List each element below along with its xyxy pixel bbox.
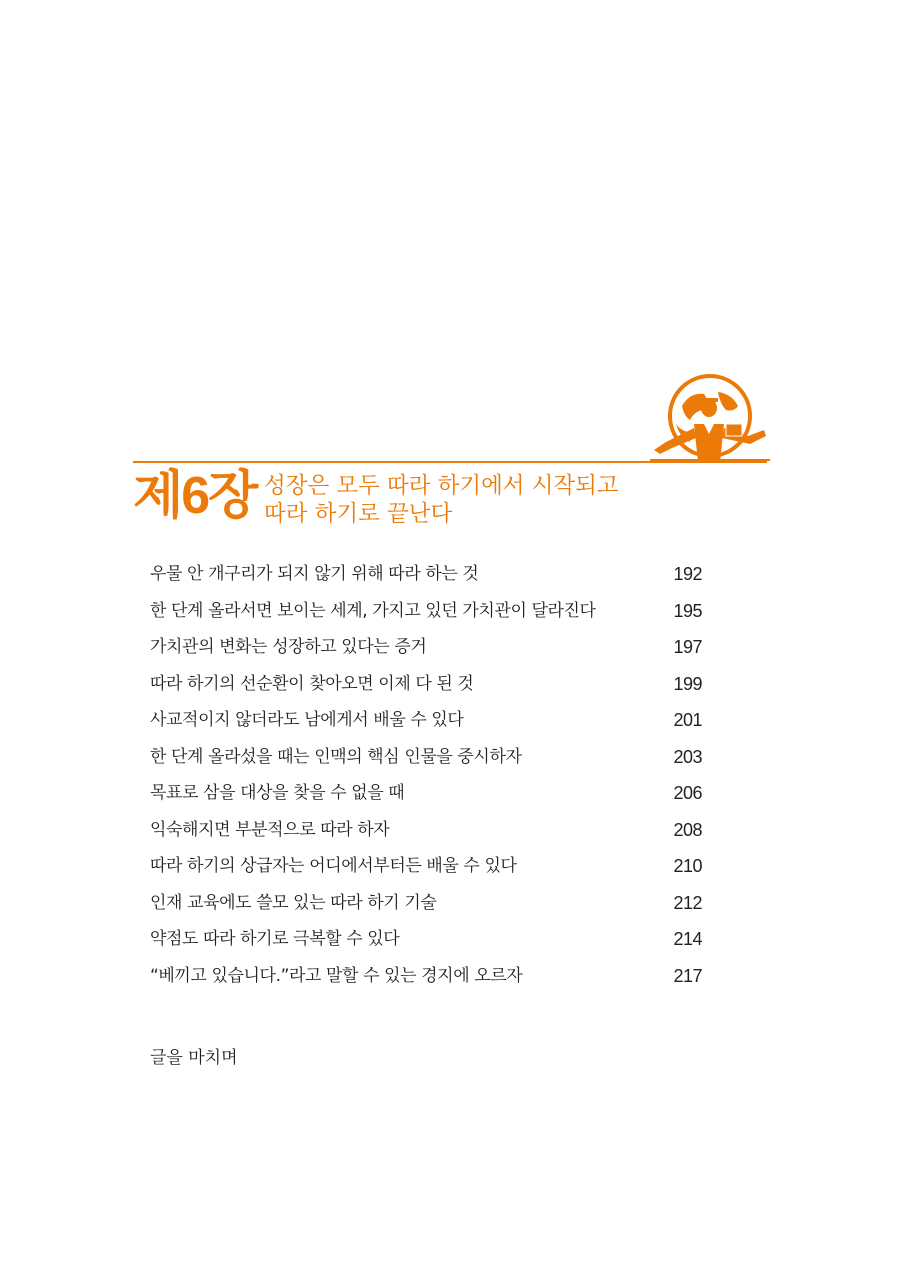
toc-entry-page: 192 <box>673 564 702 584</box>
toc-entry-title: 약점도 따라 하기로 극복할 수 있다 <box>150 929 400 949</box>
toc-entry-page: 195 <box>673 600 702 621</box>
toc-entry-title: 따라 하기의 선순환이 찾아오면 이제 다 된 것 <box>150 673 474 694</box>
toc-entry-page: 203 <box>673 746 702 767</box>
toc-entry[interactable] <box>150 958 710 995</box>
toc-entry-title: 사교적이지 않더라도 남에게서 배울 수 있다 <box>150 710 464 730</box>
chapter-number: 제6장 <box>133 467 257 525</box>
closing-remarks-entry[interactable]: 글을 마치며 <box>150 1048 238 1068</box>
toc-entry-page: 197 <box>673 637 702 657</box>
toc-entry[interactable] <box>150 775 710 812</box>
toc-entry-page: 208 <box>673 819 702 840</box>
toc-entry-page: 217 <box>673 965 702 986</box>
toc-entry-title: 익숙해지면 부분적으로 따라 하자 <box>150 819 390 840</box>
toc-entry-title: “베끼고 있습니다.”라고 말할 수 있는 경지에 오르자 <box>150 965 523 986</box>
toc-entry[interactable] <box>150 666 710 703</box>
toc-entry[interactable] <box>150 702 710 739</box>
toc-entry-page: 212 <box>673 892 702 913</box>
toc-entry[interactable] <box>150 885 710 922</box>
toc-entry-page: 201 <box>673 710 702 730</box>
toc-entry-page: 214 <box>673 929 702 949</box>
toc-entry[interactable] <box>150 593 710 630</box>
toc-entry[interactable] <box>150 848 710 885</box>
toc-entry[interactable] <box>150 812 710 849</box>
chapter-title-line-1: 성장은 모두 따라 하기에서 시작되고 <box>264 473 619 499</box>
toc-entry-page: 199 <box>673 673 702 694</box>
toc-entry[interactable] <box>150 556 710 593</box>
toc-entry-title: 한 단계 올라서면 보이는 세계, 가지고 있던 가치관이 달라진다 <box>150 600 596 621</box>
toc-entry-title: 가치관의 변화는 성장하고 있다는 증거 <box>150 637 427 657</box>
table-of-contents <box>150 556 710 994</box>
toc-entry[interactable] <box>150 629 710 666</box>
man-holding-globe-icon <box>640 372 780 468</box>
toc-entry-title: 우물 안 개구리가 되지 않기 위해 따라 하는 것 <box>150 564 479 584</box>
toc-entry-title: 목표로 삼을 대상을 찾을 수 없을 때 <box>150 783 405 803</box>
chapter-title-line-2: 따라 하기로 끝난다 <box>264 501 453 527</box>
toc-entry-title: 한 단계 올라섰을 때는 인맥의 핵심 인물을 중시하자 <box>150 746 522 767</box>
toc-entry[interactable] <box>150 921 710 958</box>
header-rule <box>133 461 767 463</box>
toc-entry-page: 206 <box>673 783 702 803</box>
toc-entry-title: 인재 교육에도 쓸모 있는 따라 하기 기술 <box>150 892 437 913</box>
toc-entry[interactable] <box>150 739 710 776</box>
toc-entry-title: 따라 하기의 상급자는 어디에서부터든 배울 수 있다 <box>150 856 517 876</box>
chapter-title <box>264 472 619 528</box>
toc-entry-page: 210 <box>673 856 702 876</box>
